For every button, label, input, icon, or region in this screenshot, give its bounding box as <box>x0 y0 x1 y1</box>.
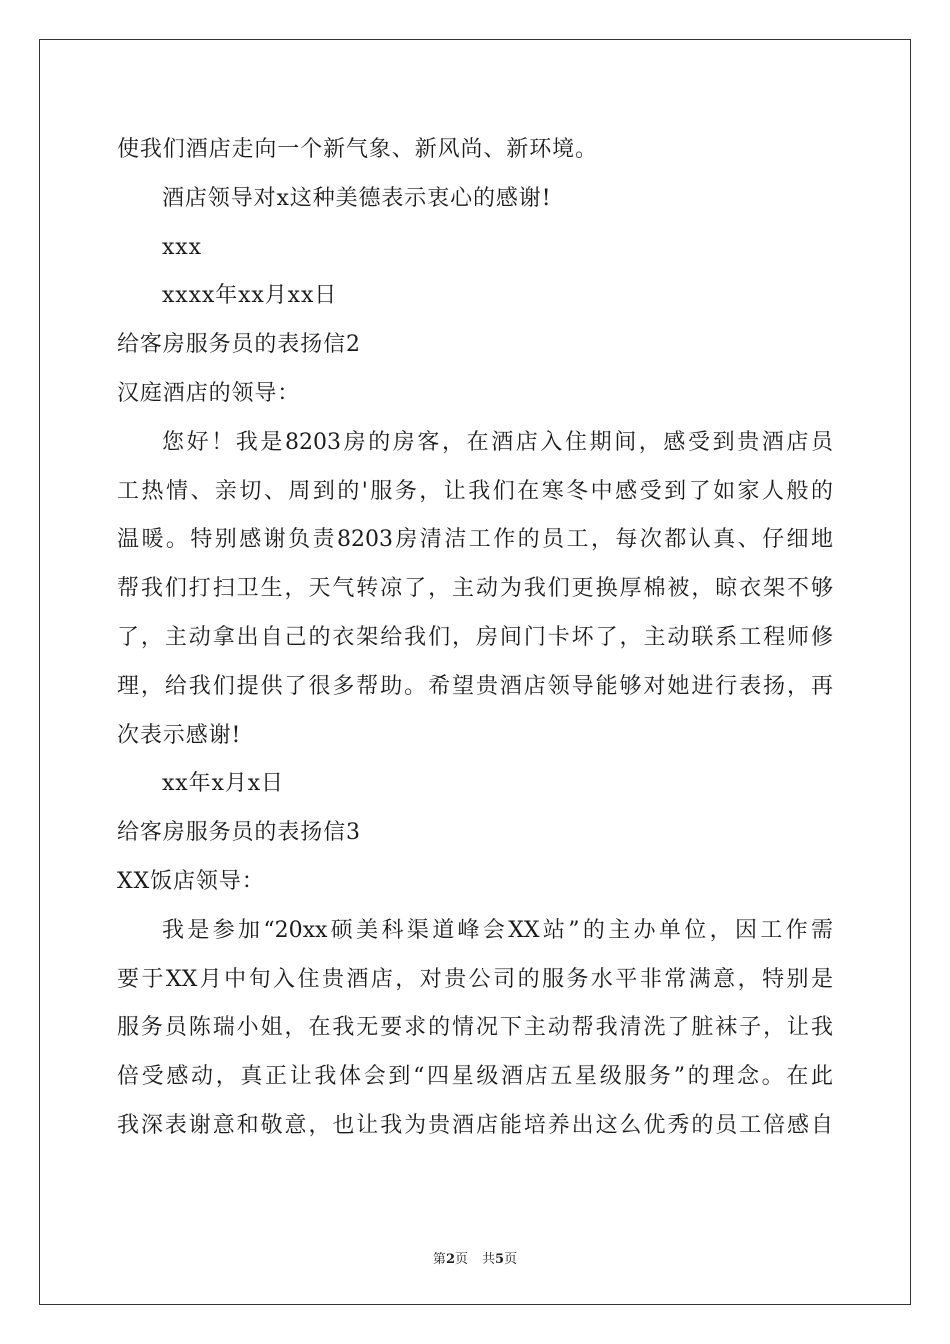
text-line-11: 了，主动拿出自己的衣架给我们，房间门卡坏了，主动联系工程师修 <box>117 624 833 650</box>
total-suffix: 页 <box>504 1252 518 1267</box>
text-line-20: 倍受感动，真正让我体会到“四星级酒店五星级服务”的理念。在此 <box>117 1064 833 1090</box>
salutation-3: XX饭店领导： <box>117 868 265 894</box>
date-line-2: xx年x月x日 <box>162 771 284 797</box>
page-number: 2 <box>445 1252 455 1267</box>
section-title-2: 给客房服务员的表扬信2 <box>117 332 361 358</box>
text-line-1: 使我们酒店走向一个新气象、新风尚、新环境。 <box>117 137 598 162</box>
page-prefix: 第 <box>432 1252 446 1267</box>
document-body <box>117 126 833 1151</box>
page-suffix: 页 <box>454 1252 468 1267</box>
section-title-3: 给客房服务员的表扬信3 <box>117 820 361 846</box>
text-line-10: 帮我们打扫卫生，天气转凉了，主动为我们更换厚棉被，晾衣架不够 <box>117 576 833 602</box>
page-footer <box>0 1248 950 1267</box>
text-line-2: 酒店领导对x这种美德表示衷心的感谢! <box>162 185 552 211</box>
total-pages: 5 <box>495 1252 505 1267</box>
text-line-3: xxx <box>162 234 202 260</box>
text-line-4: xxxx年xx月xx日 <box>162 283 338 309</box>
text-line-19: 服务员陈瑞小姐，在我无要求的情况下主动帮我清洗了脏袜子，让我 <box>117 1015 833 1041</box>
text-line-7: 您好！我是8203房的房客，在酒店入住期间，感受到贵酒店员 <box>162 429 833 455</box>
text-line-9: 温暖。特别感谢负责8203房清洁工作的员工，每次都认真、仔细地 <box>117 527 833 553</box>
text-line-18: 要于XX月中旬入住贵酒店，对贵公司的服务水平非常满意，特别是 <box>117 966 833 992</box>
salutation-2: 汉庭酒店的领导： <box>117 380 301 406</box>
text-line-8: 工热情、亲切、周到的'服务，让我们在寒冬中感受到了如家人般的 <box>117 478 833 504</box>
text-line-12: 理，给我们提供了很多帮助。希望贵酒店领导能够对她进行表扬，再 <box>117 673 833 699</box>
text-line-21: 我深表谢意和敬意，也让我为贵酒店能培养出这么优秀的员工倍感自 <box>117 1112 833 1138</box>
total-prefix: 共 <box>482 1252 496 1267</box>
text-line-17: 我是参加“20xx硕美科渠道峰会XX站”的主办单位，因工作需 <box>162 917 833 943</box>
text-line-13: 次表示感谢! <box>117 722 242 748</box>
